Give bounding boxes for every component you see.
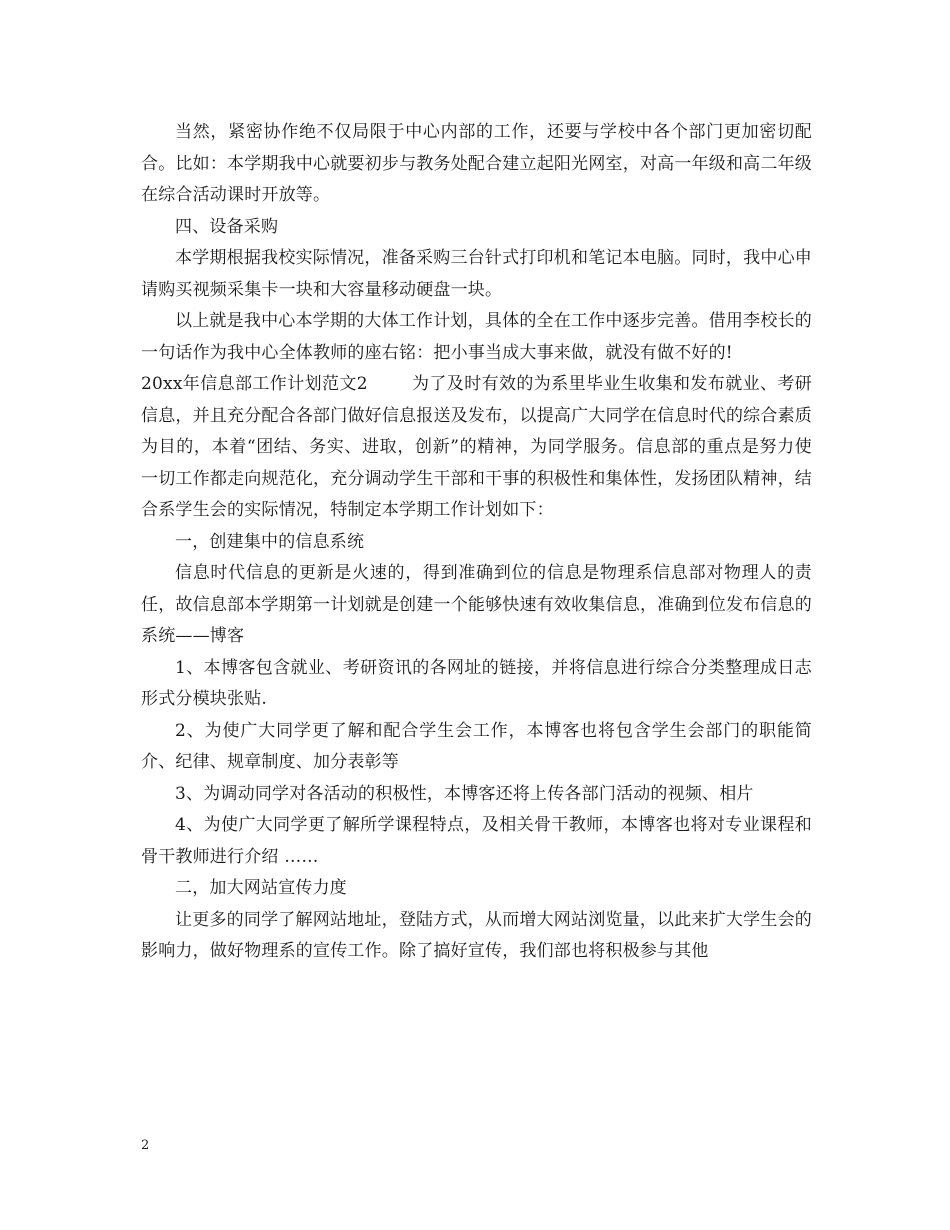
heading-equipment-purchase: 四、设备采购 bbox=[175, 216, 279, 237]
paragraph-cooperation: 当然，紧密协作绝不仅局限于中心内部的工作，还要与学校中各个部门更加密切配合。比如：本学期我中心就要初步与教务处配合建立起阳光网室，对高一年级和高二年级在综合活动课时开放等。 bbox=[141, 122, 812, 205]
list-item-2: 2、为使广大同学更了解和配合学生会工作，本博客也将包含学生会部门的职能简介、纪律、规章制度、加分表彰等 bbox=[141, 720, 812, 772]
body-text bbox=[141, 117, 812, 968]
section-intro: 为了及时有效的为系里毕业生收集和发布就业、考研信息，并且充分配合各部门做好信息报送及发布，以提高广大同学在信息时代的综合素质为目的，本着“团结、务实、进取，创新”的精神，为同学服务。信息部的重点是努力使一切工作都走向规范化，充分调动学生干部和干事的积极性和集体性，发扬团队精神，结合系学生会的实际情况，特制定本学期工作计划如下： bbox=[141, 374, 812, 520]
page-number: 2 bbox=[141, 1138, 150, 1153]
paragraph-info-system: 信息时代信息的更新是火速的，得到准确到位的信息是物理系信息部对物理人的责任，故信息部本学期第一计划就是创建一个能够快速有效收集信息，准确到位发布信息的系统——博客 bbox=[141, 563, 812, 646]
section-title: 20xx年信息部工作计划范文2 bbox=[141, 374, 368, 394]
list-item-3: 3、为调动同学对各活动的积极性，本博客还将上传各部门活动的视频、相片 bbox=[175, 783, 754, 804]
heading-info-system: 一，创建集中的信息系统 bbox=[175, 531, 365, 552]
heading-website-promotion: 二，加大网站宣传力度 bbox=[175, 878, 347, 898]
paragraph-website-promotion: 让更多的同学了解网站地址，登陆方式，从而增大网站浏览量，以此来扩大学生会的影响力，做好物理系的宣传工作。除了搞好宣传，我们部也将积极参与其他 bbox=[141, 909, 812, 961]
list-item-4: 4、为使广大同学更了解所学课程特点，及相关骨干教师，本博客也将对专业课程和骨干教师进行介绍 …… bbox=[141, 815, 812, 867]
list-item-1: 1、本博客包含就业、考研资讯的各网址的链接，并将信息进行综合分类整理成日志形式分模块张贴. bbox=[141, 657, 812, 709]
paragraph-summary: 以上就是我中心本学期的大体工作计划，具体的全在工作中逐步完善。借用李校长的一句话作为我中心全体教师的座右铭：把小事当成大事来做，就没有做不好的! bbox=[141, 311, 812, 363]
section-paragraph bbox=[141, 369, 812, 527]
paragraph-equipment: 本学期根据我校实际情况，准备采购三台针式打印机和笔记本电脑。同时，我中心申请购买视频采集卡一块和大容量移动硬盘一块。 bbox=[141, 248, 812, 300]
